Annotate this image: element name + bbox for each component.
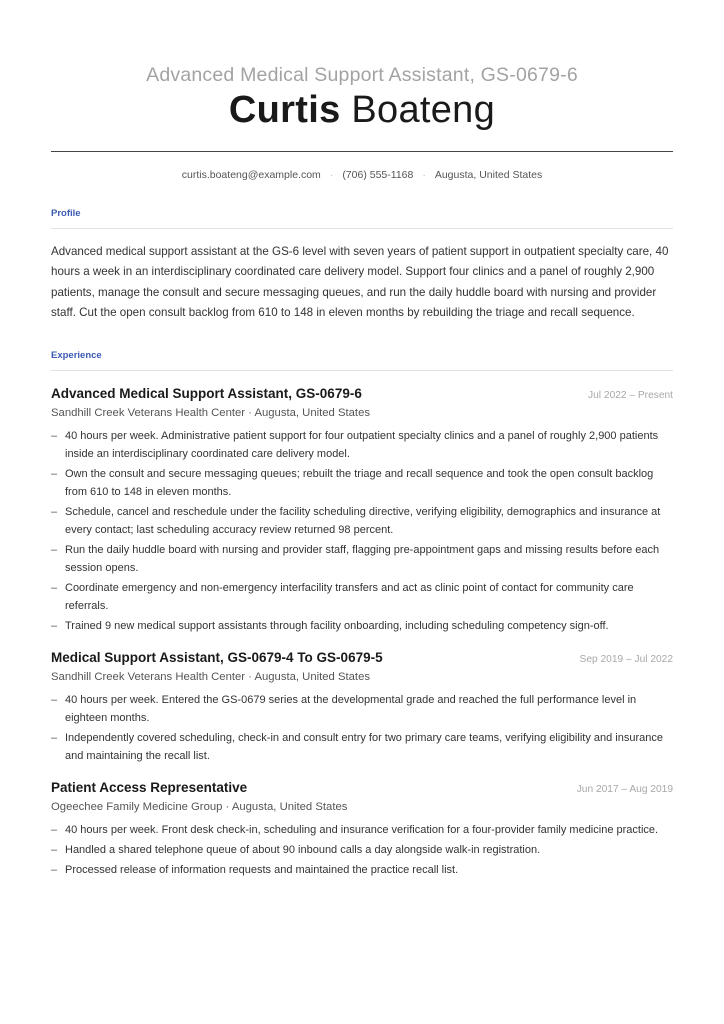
contact-separator: · bbox=[422, 169, 426, 181]
profile-summary: Advanced medical support assistant at the GS-6 level with seven years of patient support in outpatient specialty care, 40 hours a week in an interdisciplinary coordinated care delivery model. Support four clinics and a panel of roughly 2,900 patients, manage the consult and secure messaging queues, and run the daily huddle board with nursing and provider staff. Cut the open consult backlog from 610 to 148 in eleven months by rebuilding the triage and recall sequence. bbox=[51, 245, 669, 320]
bullet-dash: – bbox=[51, 505, 58, 518]
bullet-dash: – bbox=[51, 619, 58, 632]
bullet-dash: – bbox=[51, 429, 58, 442]
job-title: Medical Support Assistant, GS-0679-4 To GS-0679-5 bbox=[51, 649, 383, 665]
job-bullets bbox=[51, 691, 673, 765]
candidate-name bbox=[51, 88, 673, 132]
bullet-item bbox=[51, 427, 673, 463]
bullet-text: Handled a shared telephone queue of about 90 inbound calls a day alongside walk-in registration. bbox=[65, 844, 541, 857]
job-dates: Jun 2017 – Aug 2019 bbox=[576, 784, 673, 796]
job-bullets bbox=[51, 821, 673, 879]
job-entry bbox=[51, 649, 673, 765]
bullet-text: Processed release of information requests and maintained the practice recall list. bbox=[65, 863, 459, 876]
bullet-text: Run the daily huddle board with nursing and provider staff, flagging pre-appointment gaps and missing results before each session opens. bbox=[65, 543, 660, 574]
bullet-dash: – bbox=[51, 863, 58, 876]
job-title: Patient Access Representative bbox=[51, 780, 248, 796]
bullet-text: Independently covered scheduling, check-in and consult entry for two primary care teams, verifying eligibility and insurance and maintaining the recall list. bbox=[65, 731, 663, 763]
bullet-item bbox=[51, 691, 673, 727]
bullet-dash: – bbox=[51, 844, 58, 857]
job-dates: Jul 2022 – Present bbox=[588, 389, 673, 401]
section-divider bbox=[51, 228, 673, 229]
job-entry bbox=[51, 385, 673, 635]
bullet-text: Coordinate emergency and non-emergency interfacility transfers and act as clinic point of contact for community care referrals. bbox=[65, 581, 634, 612]
bullet-text: 40 hours per week. Administrative patient support for four outpatient specialty clinics and a panel of roughly 2,900 patients inside an interdisciplinary coordinated care delivery model. bbox=[65, 429, 659, 460]
last-name: Boateng bbox=[351, 89, 496, 131]
bullet-dash: – bbox=[51, 731, 58, 744]
bullet-dash: – bbox=[51, 824, 58, 837]
job-organization: Sandhill Creek Veterans Health Center · Augusta, United States bbox=[51, 670, 371, 683]
job-bullets bbox=[51, 427, 673, 635]
bullet-item bbox=[51, 861, 673, 879]
bullet-dash: – bbox=[51, 693, 58, 706]
job-title: Advanced Medical Support Assistant, GS-0679-6 bbox=[51, 385, 362, 401]
contact-location: Augusta, United States bbox=[434, 169, 543, 181]
job-entry bbox=[51, 779, 673, 879]
job-organization: Ogeechee Family Medicine Group · Augusta, United States bbox=[51, 801, 348, 814]
bullet-dash: – bbox=[51, 467, 58, 480]
bullet-text: Own the consult and secure messaging queues; rebuilt the triage and recall sequence and took the open consult backlog from 610 to 148 in eleven months. bbox=[65, 467, 654, 498]
contact-email[interactable]: curtis.boateng@example.com bbox=[181, 169, 321, 181]
bullet-item bbox=[51, 821, 673, 839]
resume-target-title: Advanced Medical Support Assistant, GS-0679-6 bbox=[146, 64, 578, 86]
section-divider bbox=[51, 370, 673, 371]
bullet-item bbox=[51, 579, 673, 615]
bullet-item bbox=[51, 541, 673, 577]
job-organization: Sandhill Creek Veterans Health Center · Augusta, United States bbox=[51, 406, 371, 419]
bullet-item bbox=[51, 841, 673, 859]
contact-line bbox=[51, 168, 673, 182]
bullet-text: 40 hours per week. Front desk check-in, scheduling and insurance verification for a four-provider family medicine practice. bbox=[65, 824, 659, 837]
bullet-text: Trained 9 new medical support assistants through facility onboarding, including scheduling competency sign-off. bbox=[65, 619, 609, 632]
bullet-text: 40 hours per week. Entered the GS-0679 series at the developmental grade and reached the full performance level in eighteen months. bbox=[65, 693, 637, 725]
bullet-dash: – bbox=[51, 543, 58, 556]
bullet-text: Schedule, cancel and reschedule under the facility scheduling directive, verifying eligibility, demographics and insurance at every contact; last scheduling accuracy review returned 98 percent. bbox=[65, 505, 661, 536]
resume-page bbox=[51, 62, 673, 881]
header-divider bbox=[51, 151, 673, 152]
contact-separator: · bbox=[329, 169, 334, 181]
job-dates: Sep 2019 – Jul 2022 bbox=[579, 653, 673, 665]
contact-phone[interactable]: (706) 555-1168 bbox=[342, 169, 414, 181]
bullet-dash: – bbox=[51, 581, 58, 594]
section-label-profile: Profile bbox=[51, 208, 81, 219]
bullet-item bbox=[51, 729, 673, 765]
bullet-item bbox=[51, 465, 673, 501]
bullet-item bbox=[51, 617, 673, 635]
section-label-experience: Experience bbox=[51, 349, 102, 361]
bullet-item bbox=[51, 503, 673, 539]
first-name: Curtis bbox=[228, 89, 341, 131]
